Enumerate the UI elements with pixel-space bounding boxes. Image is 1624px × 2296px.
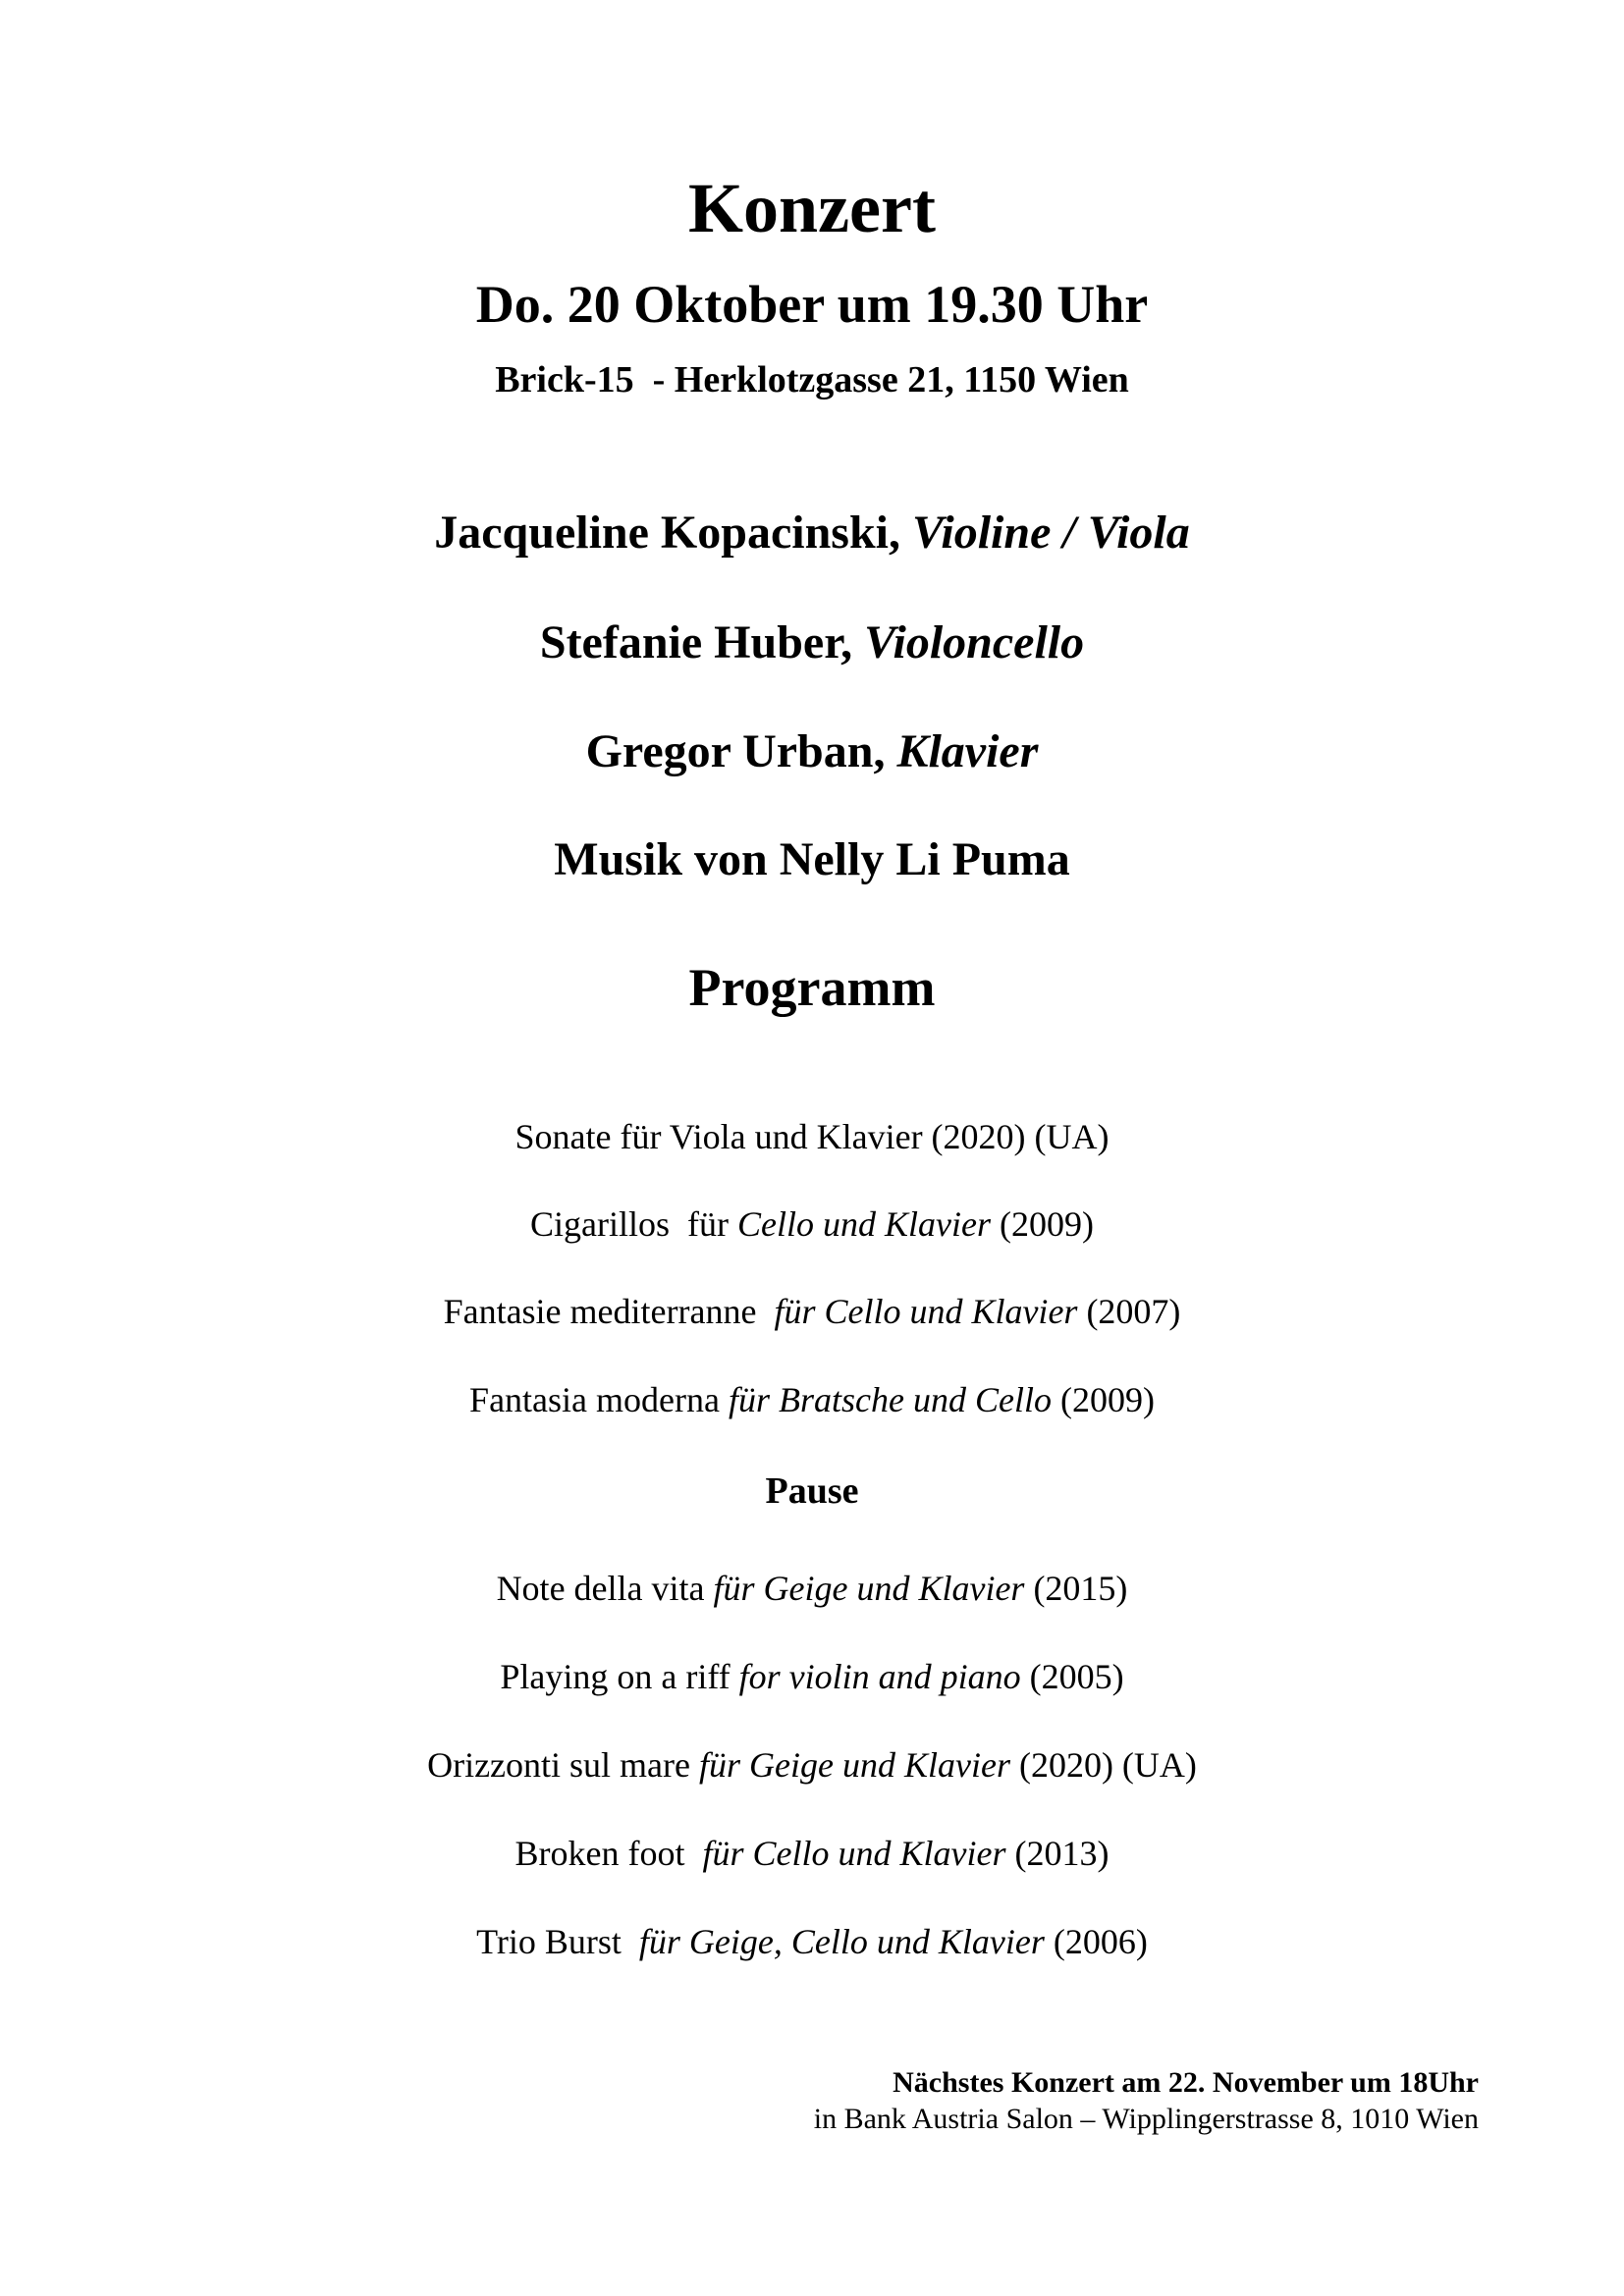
piece-title: Playing on a riff — [500, 1657, 739, 1696]
performer-line — [0, 723, 1624, 780]
performer-line — [0, 614, 1624, 671]
program-item — [0, 1920, 1624, 1963]
piece-year: (2009) — [1051, 1380, 1155, 1419]
performer-role: Violine / Viola — [912, 507, 1190, 559]
concert-date: Do. 20 Oktober um 19.30 Uhr — [475, 275, 1149, 334]
performer-name: Gregor Urban, — [585, 725, 886, 777]
piece-year: (2020) (UA) — [1009, 1745, 1197, 1785]
piece-year: (2005) — [1020, 1657, 1124, 1696]
performer-role: Violoncello — [864, 616, 1085, 668]
piece-year: (2007) — [1077, 1292, 1181, 1331]
pause-label: Pause — [765, 1470, 859, 1512]
program-item — [0, 1378, 1624, 1421]
piece-year: (2009) — [990, 1204, 1094, 1244]
piece-instrumentation: für Geige und Klavier — [713, 1569, 1025, 1608]
program-item — [0, 1290, 1624, 1333]
piece-title: Cigarillos für — [530, 1204, 737, 1244]
program-item — [0, 1567, 1624, 1610]
piece-instrumentation: für Bratsche und Cello — [728, 1380, 1052, 1419]
performer-line — [0, 505, 1624, 561]
piece-year: (2013) — [1005, 1834, 1110, 1873]
piece-year: (2006) — [1044, 1922, 1148, 1961]
program-item — [0, 1832, 1624, 1875]
piece-title: Note della vita — [496, 1569, 714, 1608]
performer-role: Klavier — [896, 725, 1039, 777]
program-item — [0, 1202, 1624, 1246]
piece-title: Fantasia moderna — [469, 1380, 729, 1419]
concert-venue: Brick-15 - Herklotzgasse 21, 1150 Wien — [495, 359, 1129, 400]
program-item — [0, 1655, 1624, 1698]
piece-title: Orizzonti sul mare — [427, 1745, 699, 1785]
piece-title: Sonate für Viola und Klavier (2020) (UA) — [514, 1117, 1110, 1156]
performer-name: Stefanie Huber, — [539, 616, 853, 668]
program-item — [0, 1743, 1624, 1787]
program-item — [0, 1115, 1624, 1158]
program-heading: Programm — [688, 958, 936, 1017]
piece-instrumentation: for violin and piano — [738, 1657, 1021, 1696]
piece-title: Trio Burst — [476, 1922, 639, 1961]
composer-line: Musik von Nelly Li Puma — [554, 833, 1070, 885]
piece-instrumentation: für Geige und Klavier — [699, 1745, 1010, 1785]
piece-title: Broken foot — [514, 1834, 703, 1873]
piece-instrumentation: für Cello und Klavier — [774, 1292, 1078, 1331]
performer-name: Jacqueline Kopacinski, — [434, 507, 900, 559]
concert-title: Konzert — [688, 169, 936, 247]
piece-title: Fantasie mediterranne — [443, 1292, 775, 1331]
piece-instrumentation: Cello und Klavier — [737, 1204, 991, 1244]
piece-year: (2015) — [1024, 1569, 1128, 1608]
piece-instrumentation: für Cello und Klavier — [702, 1834, 1006, 1873]
next-concert-title: Nächstes Konzert am 22. November um 18Uhr — [893, 2066, 1479, 2099]
next-concert-venue: in Bank Austria Salon – Wipplingerstrasse 8, 1010 Wien — [813, 2103, 1479, 2135]
piece-instrumentation: für Geige, Cello und Klavier — [638, 1922, 1045, 1961]
